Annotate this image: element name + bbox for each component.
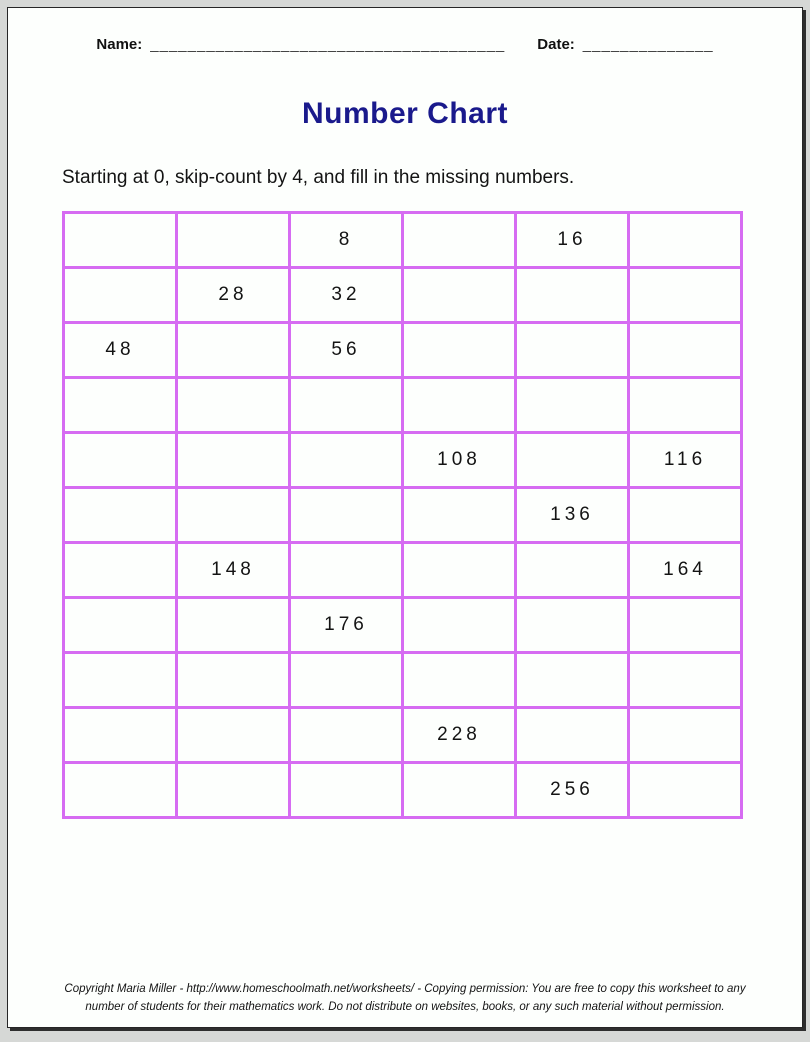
grid-cell-blank — [516, 708, 629, 763]
grid-row — [64, 433, 742, 488]
grid-cell-blank — [290, 653, 403, 708]
grid-cell-filled: 48 — [64, 323, 177, 378]
grid-row — [64, 488, 742, 543]
grid-cell-blank — [629, 763, 742, 818]
grid-cell-blank — [177, 708, 290, 763]
grid-cell-blank — [403, 763, 516, 818]
grid-cell-blank — [629, 268, 742, 323]
grid-cell-blank — [403, 323, 516, 378]
copyright-footer — [8, 981, 802, 1017]
grid-cell-filled: 16 — [516, 213, 629, 268]
page-title: Number Chart — [301, 97, 509, 130]
grid-cell-blank — [516, 653, 629, 708]
grid-cell-filled: 56 — [290, 323, 403, 378]
grid-cell-blank — [177, 323, 290, 378]
grid-row — [64, 598, 742, 653]
grid-cell-blank — [290, 488, 403, 543]
grid-cell-blank — [177, 213, 290, 268]
grid-cell-blank — [629, 488, 742, 543]
grid-row — [64, 653, 742, 708]
grid-cell-blank — [403, 653, 516, 708]
grid-cell-blank — [290, 708, 403, 763]
grid-cell-blank — [403, 543, 516, 598]
name-date-header — [8, 8, 802, 53]
grid-cell-blank — [629, 213, 742, 268]
grid-cell-blank — [64, 488, 177, 543]
copyright-line-2: number of students for their mathematics work. Do not distribute on websites, books, or any such material without permission. — [85, 1001, 725, 1014]
grid-cell-blank — [177, 653, 290, 708]
grid-cell-blank — [177, 378, 290, 433]
date-fill-line: ______________ — [582, 36, 714, 53]
grid-cell-blank — [64, 213, 177, 268]
name-fill-line: ______________________________________ — [150, 36, 506, 53]
grid-cell-filled: 148 — [177, 543, 290, 598]
copyright-line-1: Copyright Maria Miller - http://www.homeschoolmath.net/worksheets/ - Copying permission: You are free to copy this worksheet to any — [64, 983, 746, 996]
grid-cell-blank — [403, 488, 516, 543]
grid-cell-blank — [290, 543, 403, 598]
grid-row — [64, 213, 742, 268]
grid-cell-blank — [516, 543, 629, 598]
grid-cell-blank — [403, 268, 516, 323]
grid-row — [64, 323, 742, 378]
grid-cell-blank — [516, 598, 629, 653]
worksheet-page — [7, 7, 803, 1028]
date-label: Date: — [537, 36, 575, 53]
grid-cell-blank — [516, 378, 629, 433]
grid-cell-filled: 32 — [290, 268, 403, 323]
grid-cell-blank — [516, 323, 629, 378]
grid-cell-blank — [177, 488, 290, 543]
grid-cell-blank — [64, 653, 177, 708]
grid-cell-filled: 116 — [629, 433, 742, 488]
grid-cell-filled: 8 — [290, 213, 403, 268]
grid-cell-blank — [629, 653, 742, 708]
grid-cell-blank — [290, 763, 403, 818]
grid-cell-blank — [64, 378, 177, 433]
grid-cell-blank — [177, 433, 290, 488]
number-grid — [62, 211, 743, 819]
grid-cell-filled: 228 — [403, 708, 516, 763]
instruction-text: Starting at 0, skip-count by 4, and fill in the missing numbers. — [62, 167, 575, 188]
grid-row — [64, 543, 742, 598]
grid-cell-filled: 176 — [290, 598, 403, 653]
grid-cell-blank — [64, 268, 177, 323]
grid-cell-blank — [516, 268, 629, 323]
grid-cell-filled: 164 — [629, 543, 742, 598]
date-group — [537, 36, 713, 53]
grid-cell-blank — [629, 378, 742, 433]
grid-cell-blank — [290, 433, 403, 488]
grid-cell-filled: 136 — [516, 488, 629, 543]
grid-cell-blank — [629, 708, 742, 763]
grid-cell-blank — [64, 543, 177, 598]
grid-cell-blank — [403, 378, 516, 433]
grid-cell-blank — [403, 598, 516, 653]
grid-cell-filled: 108 — [403, 433, 516, 488]
grid-row — [64, 763, 742, 818]
grid-cell-blank — [629, 323, 742, 378]
grid-cell-filled: 28 — [177, 268, 290, 323]
grid-cell-blank — [629, 598, 742, 653]
number-grid-body — [64, 213, 742, 818]
grid-cell-blank — [64, 763, 177, 818]
grid-cell-blank — [64, 708, 177, 763]
name-label: Name: — [96, 36, 143, 53]
grid-cell-blank — [403, 213, 516, 268]
grid-cell-blank — [290, 378, 403, 433]
grid-cell-blank — [516, 433, 629, 488]
grid-row — [64, 708, 742, 763]
grid-cell-blank — [177, 763, 290, 818]
grid-row — [64, 378, 742, 433]
grid-cell-blank — [177, 598, 290, 653]
grid-row — [64, 268, 742, 323]
grid-cell-filled: 256 — [516, 763, 629, 818]
grid-cell-blank — [64, 598, 177, 653]
grid-cell-blank — [64, 433, 177, 488]
